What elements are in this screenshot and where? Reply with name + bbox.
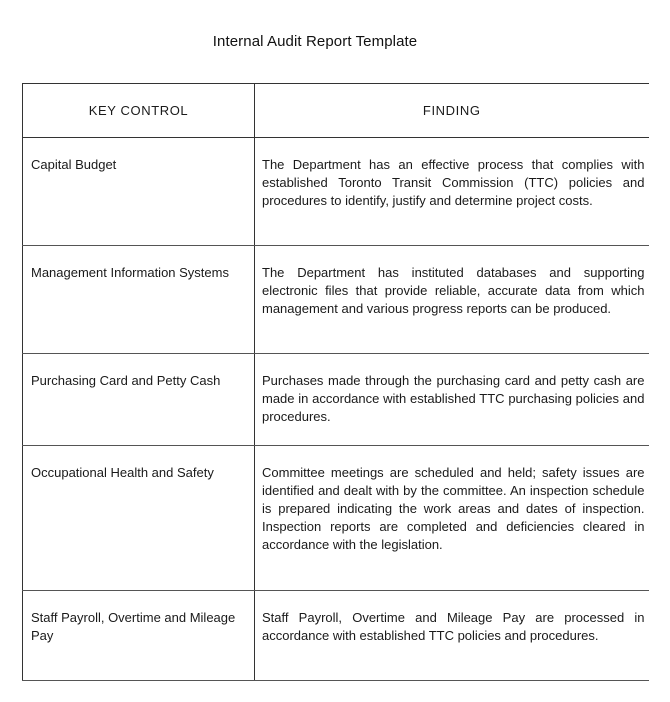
table-row (23, 446, 649, 591)
finding-cell: The Department has instituted databases and supporting electronic files that provide reliable, accurate data from which management and various progress reports can be produced. (255, 246, 649, 354)
key-control-cell: Capital Budget (23, 138, 255, 246)
key-control-cell: Occupational Health and Safety (23, 446, 255, 591)
table-header-row (23, 84, 649, 138)
table-row (23, 591, 649, 681)
finding-cell: Purchases made through the purchasing card and petty cash are made in accordance with established TTC purchasing policies and procedures. (255, 354, 649, 446)
key-control-cell: Purchasing Card and Petty Cash (23, 354, 255, 446)
table-row (23, 246, 649, 354)
column-header-key-control: KEY CONTROL (23, 84, 255, 138)
key-control-cell: Staff Payroll, Overtime and Mileage Pay (23, 591, 255, 681)
table-row (23, 354, 649, 446)
document-title: Internal Audit Report Template (212, 33, 418, 50)
column-header-finding: FINDING (255, 84, 649, 138)
finding-cell: Staff Payroll, Overtime and Mileage Pay are processed in accordance with established TTC policies and procedures. (255, 591, 649, 681)
finding-cell: Committee meetings are scheduled and held; safety issues are identified and dealt with by the committee. An inspection schedule is prepared indicating the work areas and dates of inspection. Inspection reports are completed and deficiencies cleared in accordance with the legislation. (255, 446, 649, 591)
finding-cell: The Department has an effective process that complies with established Toronto Transit Commission (TTC) policies and procedures to identify, justify and determine project costs. (255, 138, 649, 246)
key-control-cell: Management Information Systems (23, 246, 255, 354)
table-row (23, 138, 649, 246)
audit-findings-table (22, 83, 649, 681)
